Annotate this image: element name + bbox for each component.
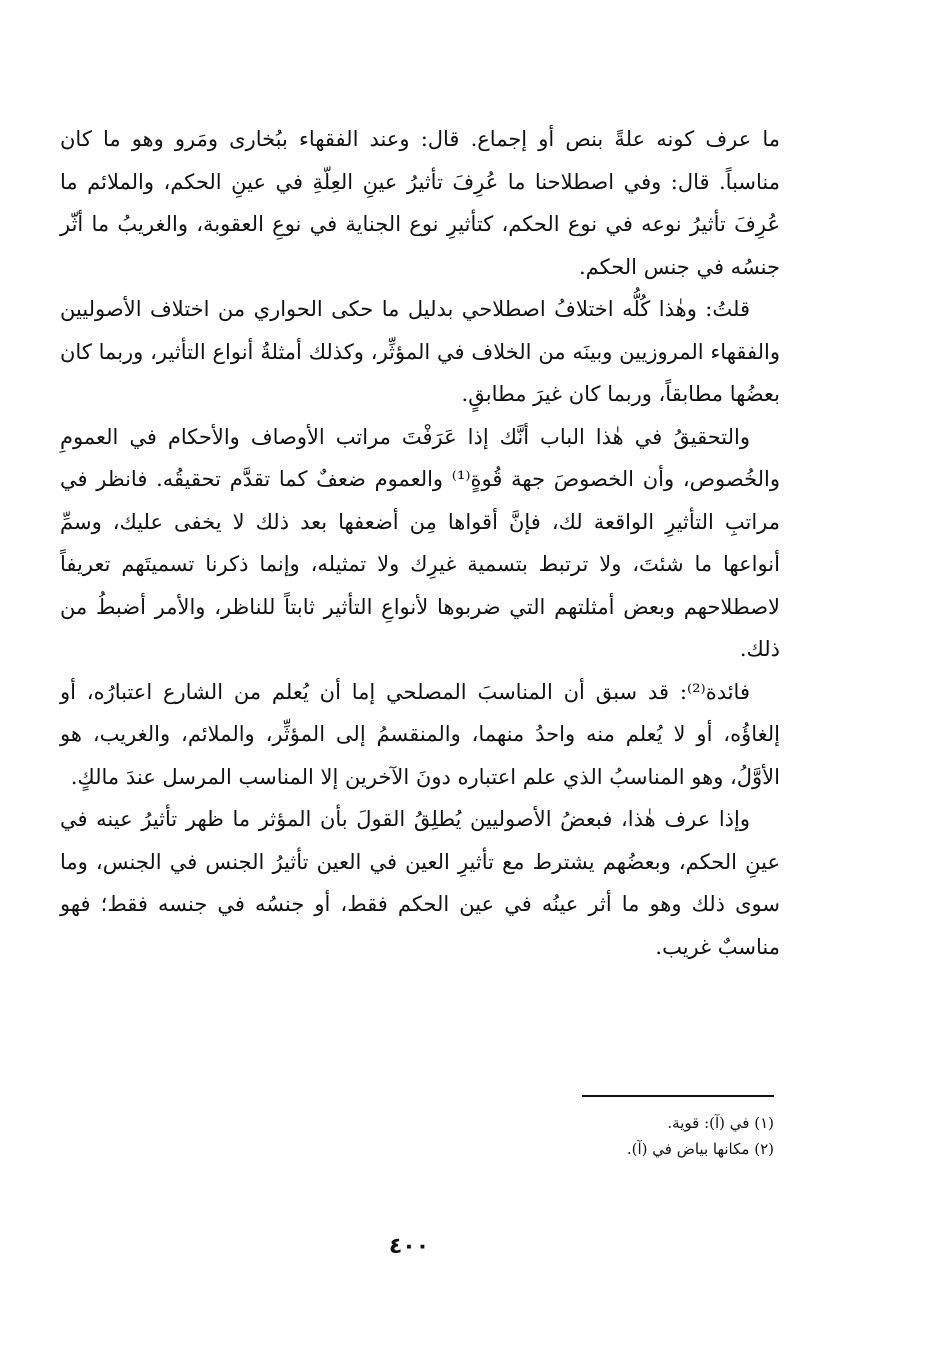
paragraph-4: فائدة⁽²⁾: قد سبق أن المناسبَ المصلحي إما أن يُعلم من الشارع اعتبارُه، أو إلغاؤُه، أو لا يُعلم منه واحدُ منهما، والمنقسمُ إلى المؤثِّر، والملائم، والغريب، هو الأوَّلُ، وهو المناسبُ الذي علم اعتباره دونَ الآخرين إلا المناسب المرسل عندَ مالكٍ.	[60, 679, 780, 789]
footnote-2: (٢) مكانها بياض في (آ).	[626, 1140, 774, 1158]
footnote-1: (١) في (آ): قوية.	[667, 1114, 774, 1132]
page-number: ٤٠٠	[388, 1234, 430, 1259]
footnotes	[400, 1110, 774, 1162]
footnote-divider	[582, 1095, 774, 1097]
paragraph-3: والتحقيقُ في هٰذا الباب أنَّك إذا عَرَفْتَ مراتب الأوصاف والأحكام في العمومِ والخُصوص، وأن الخصوصَ جهة قُوةٍ⁽¹⁾ والعموم ضعفٌ كما تقدَّم تحقيقُه. فانظر في مراتبِ التأثيرِ الواقعة لك، فإنَّ أقواها مِن أضعفها بعد ذلك لا يخفى عليك، وسمِّ أنواعها ما شئتَ، ولا ترتبط بتسمية غيرِك ولا تمثيله، وإنما ذكرنا تسميتَهم تعريفاً لاصطلاحهم وبعض أمثلتهم التي ضربوها لأنواعِ التأثير ثابتاً للناظر، والأمر أضبطُ من ذلك.	[60, 424, 780, 661]
paragraph-2: قلتُ: وهٰذا كُلُّه اختلافُ اصطلاحي بدليل ما حكى الحواري من اختلاف الأصوليين والفقهاء المروزيين وبينَه من الخلاف في المؤثِّر، وكذلك أمثلةُ أنواع التأثير، وربما كان بعضُها مطابقاً، وربما كان غيرَ مطابقٍ.	[60, 297, 780, 406]
paragraph-1: ما عرف كونه علةً بنص أو إجماع. قال: وعند الفقهاء ببُخارى ومَرو وهو ما كان مناسباً. قال: وفي اصطلاحنا ما عُرِفَ تأثيرُ عينِ العِلّةِ في عينِ الحكم، والملائم ما عُرِفَ تأثيرُ نوعه في نوع الحكم، كتأثيرِ نوع الجناية في نوعِ العقوبة، والغريبُ ما أثّر جنسُه في جنس الحكم.	[60, 127, 780, 279]
main-text	[60, 118, 780, 968]
paragraph-5: وإذا عرف هٰذا، فبعضُ الأصوليين يُطلِقُ القولَ بأن المؤثر ما ظهر تأثيرُ عينه في عينِ الحكم، وبعضُهم يشترط مع تأثيرِ العين في العين تأثيرُ الجنس في الجنس، وما سوى ذلك وهو ما أثر عينُه في عين الحكم فقط، أو جنسُه في جنسه فقط؛ فهو مناسبٌ غريب.	[60, 807, 780, 959]
